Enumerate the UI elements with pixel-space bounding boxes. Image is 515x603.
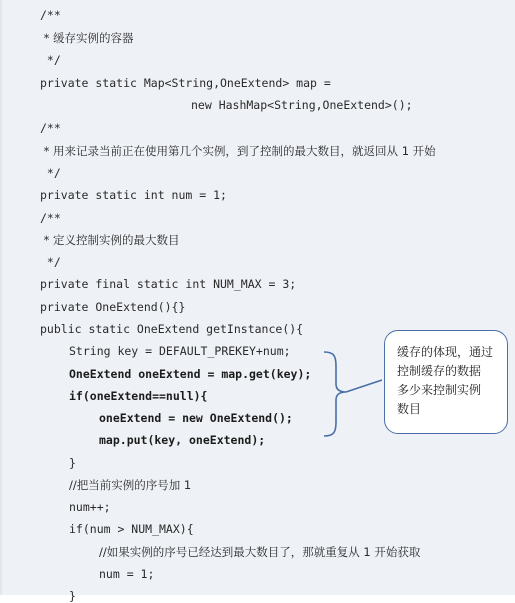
code-line: num = 1; bbox=[99, 567, 155, 581]
code-line: } bbox=[69, 589, 76, 603]
code-line: */ bbox=[40, 255, 61, 269]
code-line-highlighted: OneExtend oneExtend = map.get(key); bbox=[69, 367, 312, 381]
code-line: private final static int NUM_MAX = 3; bbox=[40, 277, 297, 291]
code-line: String key = DEFAULT_PREKEY+num; bbox=[69, 344, 291, 358]
code-line: new HashMap<String,OneExtend>(); bbox=[191, 98, 413, 112]
callout-line: 多少来控制实例 bbox=[397, 383, 482, 397]
code-line-highlighted: map.put(key, oneExtend); bbox=[99, 433, 266, 447]
code-line: num++; bbox=[69, 500, 111, 514]
code-comment: * 定义控制实例的最大数目 bbox=[40, 233, 180, 247]
code-line: public static OneExtend getInstance(){ bbox=[40, 322, 304, 336]
callout-line: 缓存的体现，通过 bbox=[397, 345, 494, 359]
code-comment: //如果实例的序号已经达到最大数目了，那就重复从 1 开始获取 bbox=[99, 545, 421, 559]
code-line: */ bbox=[40, 166, 61, 180]
code-comment: //把当前实例的序号加 1 bbox=[69, 478, 192, 492]
code-line: /** bbox=[40, 121, 61, 135]
code-line-highlighted: if(oneExtend==null){ bbox=[69, 389, 208, 403]
code-line: private static int num = 1; bbox=[40, 188, 227, 202]
code-line: if(num > NUM_MAX){ bbox=[69, 522, 194, 536]
callout-line: 数目 bbox=[397, 402, 422, 416]
code-line: /** bbox=[40, 8, 61, 22]
code-line: /** bbox=[40, 211, 61, 225]
code-line: private OneExtend(){} bbox=[40, 300, 186, 314]
code-line-highlighted: oneExtend = new OneExtend(); bbox=[99, 411, 293, 425]
code-comment: * 缓存实例的容器 bbox=[40, 31, 134, 45]
code-line: } bbox=[69, 456, 76, 470]
code-line: private static Map<String,OneExtend> map = bbox=[40, 76, 331, 90]
brace-connector bbox=[322, 344, 382, 444]
callout-line: 控制缓存的数据 bbox=[397, 364, 482, 378]
annotation-callout bbox=[384, 330, 508, 434]
code-line: */ bbox=[40, 53, 61, 67]
code-comment: * 用来记录当前正在使用第几个实例，到了控制的最大数目，就返回从 1 开始 bbox=[40, 144, 436, 158]
